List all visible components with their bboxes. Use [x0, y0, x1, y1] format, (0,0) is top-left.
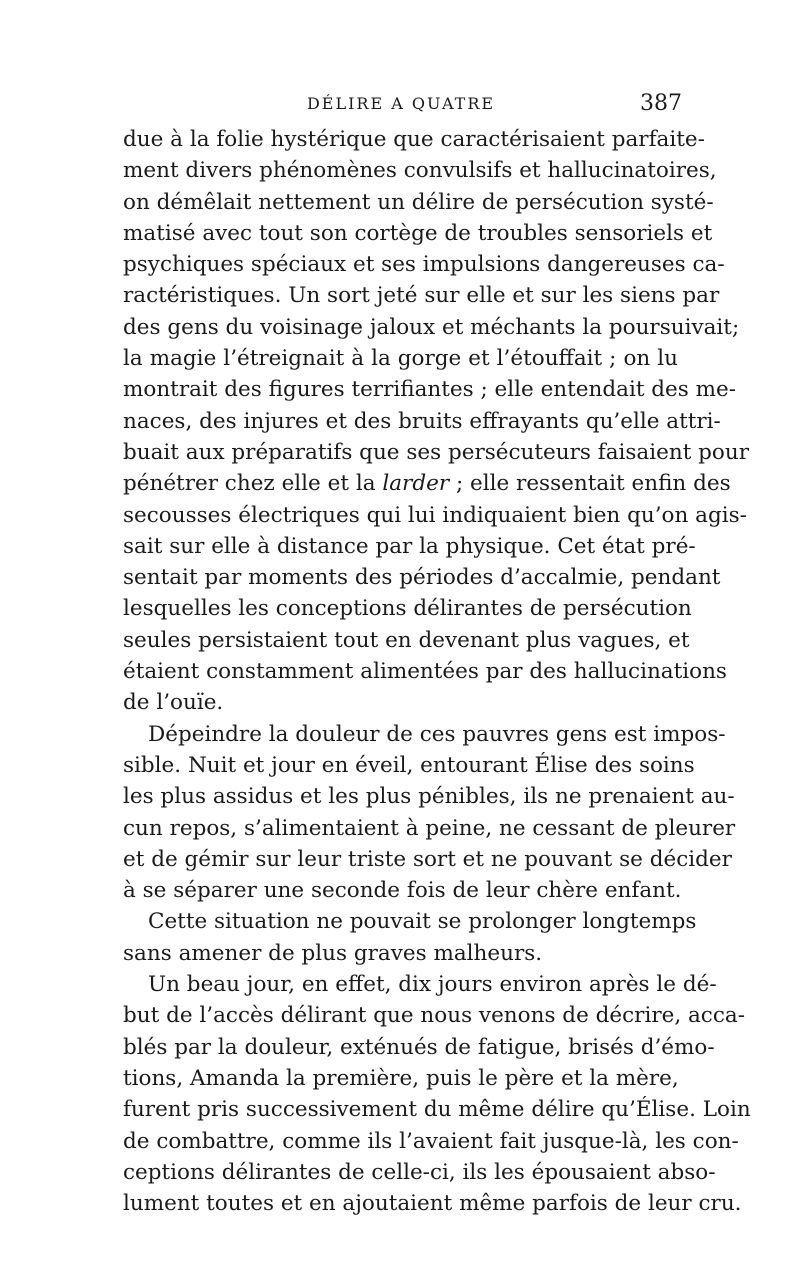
body-text — [123, 124, 751, 1219]
paragraph-1 — [123, 124, 749, 719]
text-line-mixed — [123, 468, 731, 499]
text-line: et de gémir sur leur triste sort et ne pouvant se décider — [123, 846, 732, 872]
text-line: étaient constamment alimentées par des hallucinations — [123, 659, 727, 685]
text-line: Cette situation ne pouvait se prolonger longtemps — [148, 909, 697, 935]
text-line: la magie l’étreignait à la gorge et l’étouffait ; on lu — [123, 346, 678, 372]
text-line: furent pris successivement du même délire qu’Élise. Loin — [123, 1097, 751, 1123]
text-line: naces, des injures et des bruits effrayants qu’elle attri- — [123, 408, 721, 434]
text-fragment: ; elle ressentait enfin des — [449, 471, 731, 497]
paragraph-2 — [123, 719, 736, 907]
text-line: sans amener de plus graves malheurs. — [123, 940, 543, 966]
paragraph-3 — [123, 906, 697, 969]
text-line: les plus assidus et les plus pénibles, ils ne prenaient au- — [123, 784, 735, 810]
text-line: on démêlait nettement un délire de persécution systé- — [123, 189, 714, 215]
text-line: de combattre, comme ils l’avaient fait jusque-là, les con- — [123, 1128, 739, 1154]
text-line: des gens du voisinage jaloux et méchants la poursuivait; — [123, 314, 740, 340]
text-line: blés par la douleur, exténués de fatigue, brisés d’émo- — [123, 1034, 715, 1060]
text-line: cun repos, s’alimentaient à peine, ne cessant de pleurer — [123, 815, 736, 841]
running-head — [120, 92, 682, 116]
text-line: buait aux préparatifs que ses persécuteurs faisaient pour — [123, 439, 749, 465]
text-line: ceptions délirantes de celle-ci, ils les épousaient abso- — [123, 1159, 716, 1185]
text-line: ment divers phénomènes convulsifs et hallucinatoires, — [123, 158, 717, 184]
text-line: sible. Nuit et jour en éveil, entourant Élise des soins — [123, 752, 695, 778]
text-line: de l’ouïe. — [123, 690, 224, 716]
paragraph-4 — [123, 969, 751, 1219]
text-line: lesquelles les conceptions délirantes de persécution — [123, 596, 692, 622]
text-line: ractéristiques. Un sort jeté sur elle et sur les siens par — [123, 283, 720, 309]
text-line: sentait par moments des périodes d’accalmie, pendant — [123, 565, 721, 591]
text-line: but de l’accès délirant que nous venons de décrire, acca- — [123, 1003, 745, 1029]
text-line: seules persistaient tout en devenant plus vagues, et — [123, 627, 690, 653]
text-line: à se séparer une seconde fois de leur chère enfant. — [123, 878, 682, 904]
text-line: matisé avec tout son cortège de troubles sensoriels et — [123, 220, 713, 246]
text-line: Un beau jour, en effet, dix jours environ après le dé- — [148, 972, 717, 998]
running-title: DÉLIRE A QUATRE — [306, 94, 496, 113]
text-line: due à la folie hystérique que caractérisaient parfaite- — [123, 127, 705, 152]
text-line: Dépeindre la douleur de ces pauvres gens est impos- — [148, 721, 726, 747]
text-line: secousses électriques qui lui indiquaient bien qu’on agis- — [123, 502, 747, 528]
text-line: montrait des figures terrifiantes ; elle entendait des me- — [123, 377, 737, 403]
page-number: 387 — [640, 91, 682, 116]
text-line: sait sur elle à distance par la physique. Cet état pré- — [123, 533, 696, 559]
italic-word: larder — [382, 471, 450, 497]
text-line: lument toutes et en ajoutaient même parfois de leur cru. — [123, 1191, 742, 1217]
text-line: tions, Amanda la première, puis le père et la mère, — [123, 1065, 679, 1091]
text-line: psychiques spéciaux et ses impulsions dangereuses ca- — [123, 252, 725, 278]
text-fragment: pénétrer chez elle et la — [123, 471, 376, 497]
